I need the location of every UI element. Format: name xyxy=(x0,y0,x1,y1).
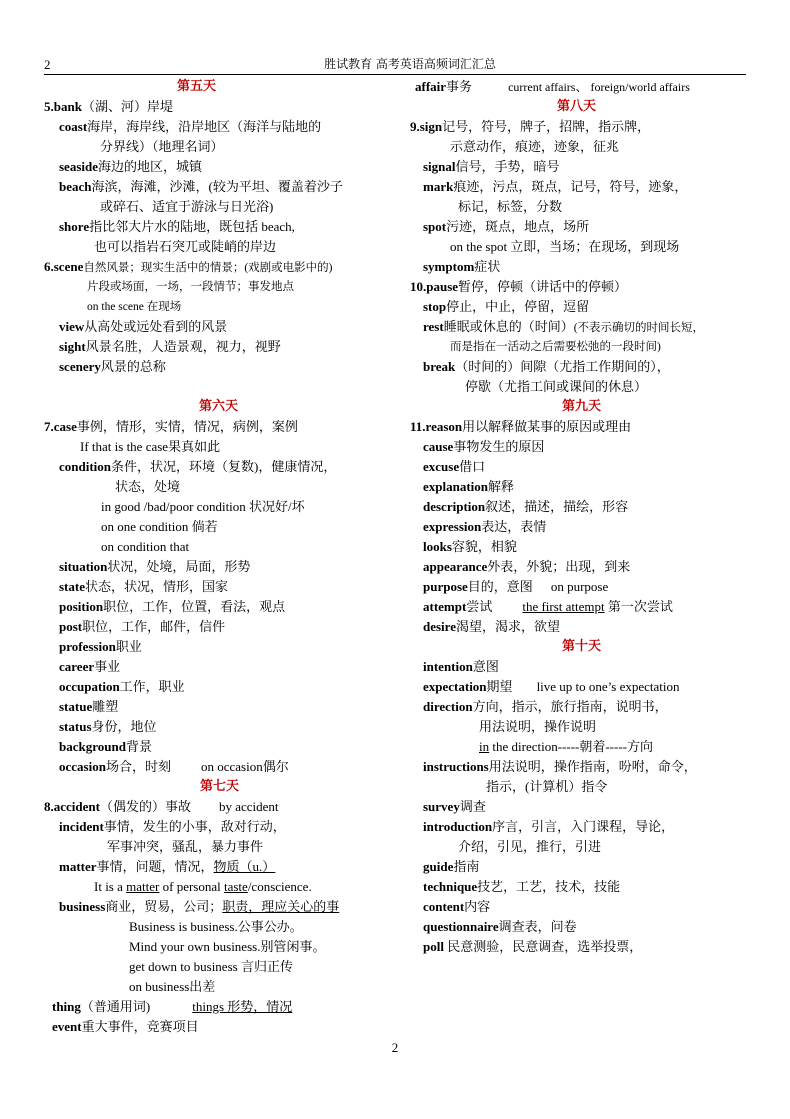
entry-line: get down to business 言归正传 xyxy=(129,959,293,974)
header-divider xyxy=(44,74,746,75)
entry-line: post职位，工作，邮件，信件 xyxy=(59,619,226,634)
entry-line: 示意动作，痕迹，迹象，征兆 xyxy=(450,139,620,154)
entry-line: state状态，状况，情形，国家 xyxy=(59,579,229,594)
left-column xyxy=(44,77,414,1037)
entry-line: 6.scene自然风景；现实生活中的情景；(戏剧或电影中的) xyxy=(44,259,333,274)
entry-line: occasion场合，时刻 on occasion偶尔 xyxy=(59,759,289,774)
entry-line: spot污迹，斑点，地点，场所 xyxy=(423,219,590,234)
entry-line: on business出差 xyxy=(129,979,216,994)
entry-line: 10.pause暂停，停顿（讲话中的停顿） xyxy=(410,279,628,294)
day-heading: 第九天 xyxy=(562,399,602,414)
entry-line: in good /bad/poor condition 状况好/坏 xyxy=(101,499,305,514)
entry-line: condition条件，状况，环境（复数)，健康情况， xyxy=(59,459,337,474)
entry-line: sight风景名胜，人造景观，视力，视野 xyxy=(59,339,281,354)
entry-line: affair事务 current affairs、 foreign/world affairs xyxy=(415,79,690,94)
right-column xyxy=(410,77,750,957)
entry-line: explanation解释 xyxy=(423,479,515,494)
entry-line: career事业 xyxy=(59,659,121,674)
entry-line: questionnaire调查表，问卷 xyxy=(423,919,577,934)
day-heading: 第五天 xyxy=(177,79,217,94)
entry-line: 用法说明，操作说明 xyxy=(479,719,597,734)
day-heading: 第七天 xyxy=(200,779,240,794)
entry-line: It is a matter of personal taste/conscience. xyxy=(94,879,312,894)
entry-line: symptom症状 xyxy=(423,259,501,274)
entry-line: break（时间的）间隙（尤指工作期间的）， xyxy=(423,359,670,374)
entry-line: stop停止，中止，停留，逗留 xyxy=(423,299,590,314)
entry-line: looks容貌，相貌 xyxy=(423,539,517,554)
entry-line: on the spot 立即，当场；在现场，到现场 xyxy=(450,239,680,254)
entry-line: coast海岸，海岸线，沿岸地区（海洋与陆地的 xyxy=(59,119,322,134)
entry-line: introduction序言，引言，入门课程，导论， xyxy=(423,819,675,834)
entry-line: 11.reason用以解释做某事的原因或理由 xyxy=(410,419,632,434)
entry-line: poll 民意测验，民意调查，选举投票， xyxy=(423,939,643,954)
entry-line: situation状况，处境，局面，形势 xyxy=(59,559,251,574)
entry-line: content内容 xyxy=(423,899,491,914)
entry-line: thing（普通用词) things 形势，情况 xyxy=(52,999,293,1014)
entry-line: 7.case事例，情形，实情，情况，病例，案例 xyxy=(44,419,298,434)
entry-line: statue雕塑 xyxy=(59,699,119,714)
entry-line: expression表达，表情 xyxy=(423,519,547,534)
entry-line: 或碎石、适宜于游泳与日光浴) xyxy=(100,199,274,214)
entry-line: seaside海边的地区，城镇 xyxy=(59,159,203,174)
entry-line: survey调查 xyxy=(423,799,486,814)
header-page-number: 2 xyxy=(44,57,51,72)
entry-line: matter事情，问题，情况，物质（u.） xyxy=(59,859,276,874)
entry-line: 停歇（尤指工间或课间的休息） xyxy=(465,379,648,394)
entry-line: instructions用法说明，操作指南，吩咐，命令， xyxy=(423,759,697,774)
entry-line: Mind your own business.别管闲事。 xyxy=(129,939,326,954)
entry-line: profession职业 xyxy=(59,639,142,654)
entry-line: If that is the case果真如此 xyxy=(80,439,221,454)
day-heading: 第六天 xyxy=(199,399,239,414)
entry-line: description叙述，描述，描绘，形容 xyxy=(423,499,629,514)
entry-line: expectation期望 live up to one’s expectation xyxy=(423,679,680,694)
entry-line: occupation工作，职业 xyxy=(59,679,185,694)
entry-line: on condition that xyxy=(101,539,190,554)
entry-line: background背景 xyxy=(59,739,152,754)
entry-line: 分界线）（地理名词） xyxy=(100,139,224,154)
entry-line: incident事情，发生的小事，敌对行动， xyxy=(59,819,286,834)
footer-page-number: 2 xyxy=(391,1040,399,1055)
entry-line: 8.accident（偶发的）事故 by accident xyxy=(44,799,279,814)
entry-line: status身份，地位 xyxy=(59,719,157,734)
entry-line: business商业，贸易，公司；职责，理应关心的事 xyxy=(59,899,340,914)
entry-line: 介绍，引见，推行，引进 xyxy=(458,839,602,854)
entry-line: 而是指在一活动之后需要松弛的一段时间) xyxy=(450,341,661,353)
entry-line: 指示，(计算机）指令 xyxy=(486,779,608,794)
entry-line: signal信号，手势，暗号 xyxy=(423,159,560,174)
day-heading: 第八天 xyxy=(557,99,597,114)
header-title: 胜试教育 高考英语高频词汇汇总 xyxy=(324,57,496,71)
entry-line: excuse借口 xyxy=(423,459,486,474)
entry-line: 5.bank（湖、河）岸堤 xyxy=(44,99,173,114)
entry-line: beach海滨，海滩，沙滩，(较为平坦、覆盖着沙子 xyxy=(59,179,343,194)
entry-line: on one condition 倘若 xyxy=(101,519,218,534)
entry-line: purpose目的，意图 on purpose xyxy=(423,579,609,594)
entry-line: in the direction-----朝着-----方向 xyxy=(479,739,654,754)
entry-line: event重大事件，竞赛项目 xyxy=(52,1019,199,1034)
entry-line: position职位，工作，位置，看法，观点 xyxy=(59,599,286,614)
entry-line: 9.sign记号，符号，牌子，招牌，指示牌， xyxy=(410,119,651,134)
entry-line: direction方向，指示，旅行指南，说明书， xyxy=(423,699,668,714)
entry-line: attempt尝试 the first attempt 第一次尝试 xyxy=(423,599,673,614)
entry-line: rest睡眠或休息的（时间）(不表示确切的时间长短， xyxy=(423,319,705,334)
entry-line: 状态，处境 xyxy=(115,479,181,494)
entry-line: intention意图 xyxy=(423,659,499,674)
entry-line: on the scene 在现场 xyxy=(87,301,182,313)
entry-line: 也可以指岩石突兀或陡峭的岸边 xyxy=(94,239,277,254)
entry-line: shore指比邻大片水的陆地，既包括 beach, xyxy=(59,219,295,234)
entry-line: appearance外表，外貌；出现，到来 xyxy=(423,559,631,574)
entry-line: Business is business.公事公办。 xyxy=(129,919,303,934)
entry-line: desire渴望，渴求，欲望 xyxy=(423,619,560,634)
entry-line: view从高处或远处看到的风景 xyxy=(59,319,228,334)
entry-line: mark痕迹，污点，斑点，记号，符号，迹象， xyxy=(423,179,688,194)
entry-line: 片段或场面，一场，一段情节；事发地点 xyxy=(87,281,294,293)
entry-line: 军事冲突，骚乱，暴力事件 xyxy=(107,839,264,854)
entry-line: scenery风景的总称 xyxy=(59,359,166,374)
entry-line: guide指南 xyxy=(423,859,480,874)
entry-line: 标记，标签，分数 xyxy=(458,199,563,214)
entry-line: cause事物发生的原因 xyxy=(423,439,545,454)
entry-line: technique技艺，工艺，技术，技能 xyxy=(423,879,621,894)
day-heading: 第十天 xyxy=(562,639,602,654)
